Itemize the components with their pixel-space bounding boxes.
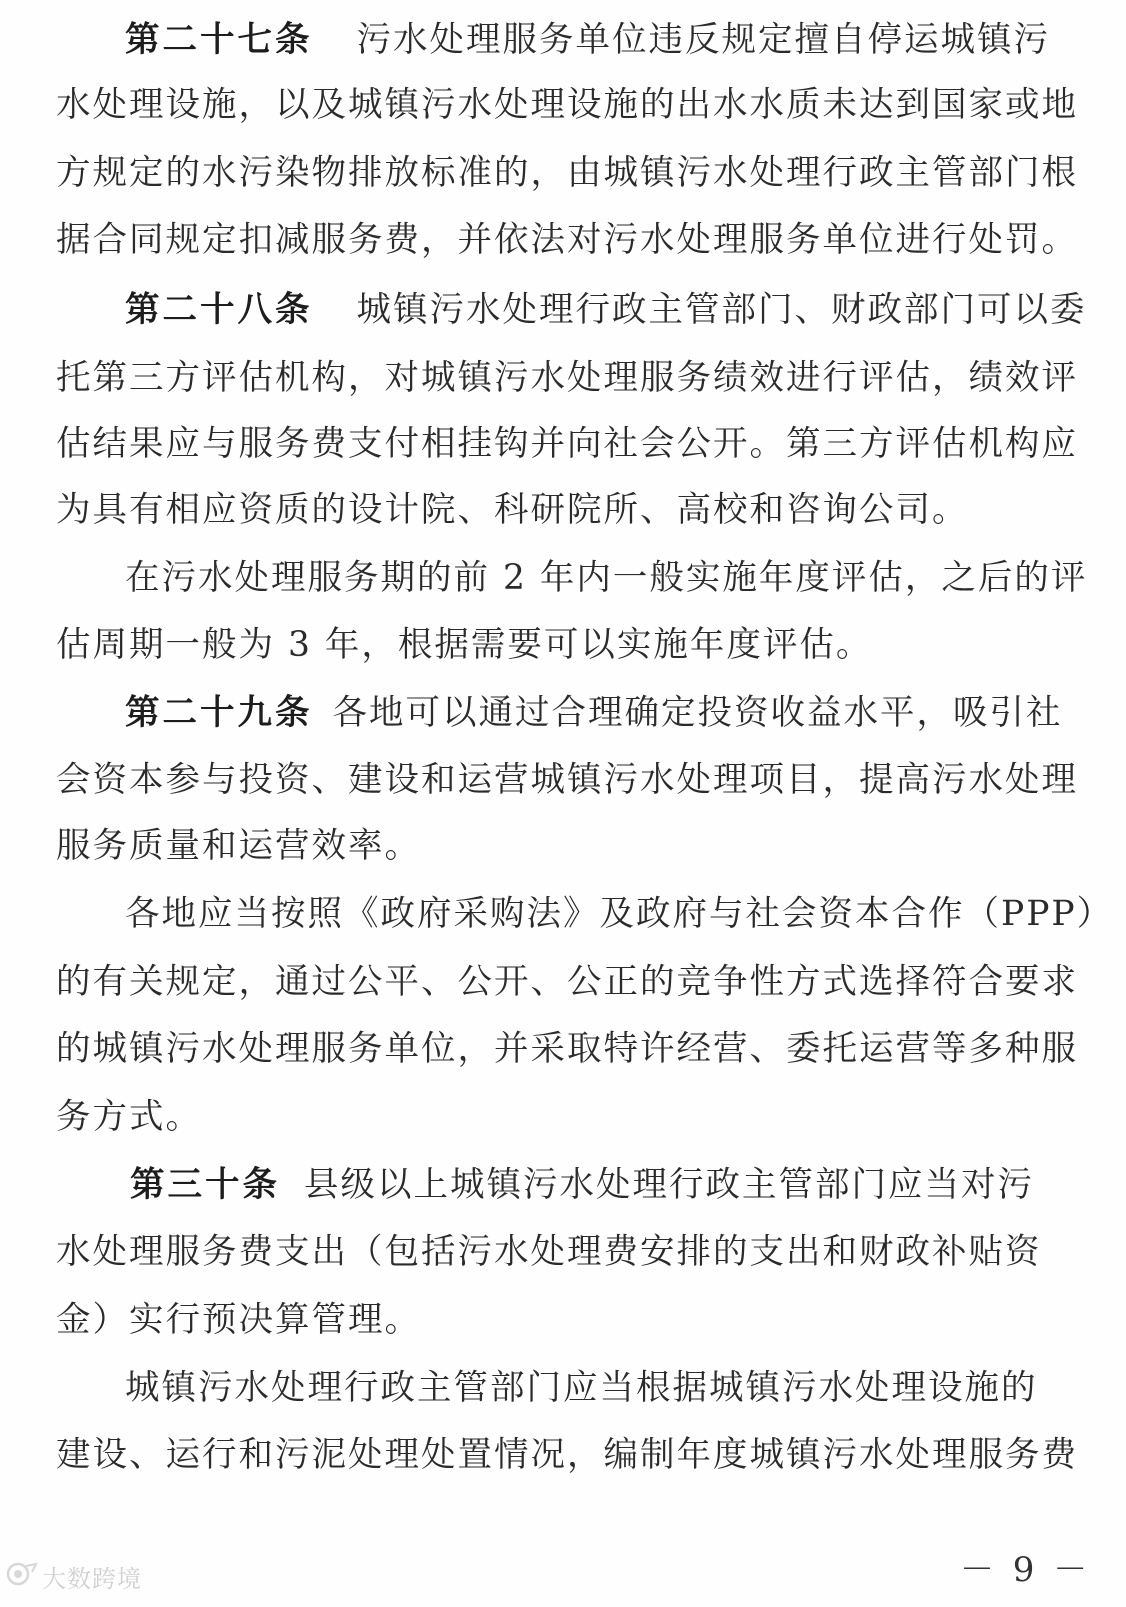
article-28-para-2-line-2: 估周期一般为 3 年，根据需要可以实施年度评估。 — [56, 625, 873, 665]
article-30-line-3: 金）实行预决算管理。 — [56, 1300, 421, 1340]
article-27-line-4: 据合同规定扣减服务费，并依法对污水处理服务单位进行处罚。 — [56, 220, 1078, 260]
article-29-para-2-line-3: 的城镇污水处理服务单位，并采取特许经营、委托运营等多种服 — [56, 1029, 1078, 1069]
article-29-para-2-line-2: 的有关规定，通过公平、公开、公正的竞争性方式选择符合要求 — [56, 962, 1078, 1002]
article-29-para-2-line-1: 各地应当按照《政府采购法》及政府与社会资本合作（PPP） — [125, 894, 1114, 934]
article-28-line-3: 估结果应与服务费支付相挂钩并向社会公开。第三方评估机构应 — [56, 424, 1078, 464]
article-30-line-1: 第三十条 县级以上城镇污水处理行政主管部门应当对污 — [130, 1165, 1034, 1205]
article-27-line-1: 第二十七条 污水处理服务单位违反规定擅自停运城镇污 — [125, 20, 1050, 60]
article-27-title: 第二十七条 — [125, 20, 313, 60]
article-29-line-1: 第二十九条 各地可以通过合理确定投资收益水平，吸引社 — [125, 693, 1063, 733]
article-28-line-4: 为具有相应资质的设计院、科研院所、高校和咨询公司。 — [56, 490, 969, 530]
article-29-line-2: 会资本参与投资、建设和运营城镇污水处理项目，提高污水处理 — [56, 760, 1078, 800]
article-30-para-2-line-1: 城镇污水处理行政主管部门应当根据城镇污水处理设施的 — [125, 1368, 1038, 1408]
article-27-line-3: 方规定的水污染物排放标准的，由城镇污水处理行政主管部门根 — [56, 153, 1078, 193]
article-28-line-1: 第二十八条 城镇污水处理行政主管部门、财政部门可以委 — [125, 290, 1087, 330]
article-30-line-2: 水处理服务费支出（包括污水处理费安排的支出和财政补贴资 — [56, 1232, 1042, 1272]
article-28-line-2: 托第三方评估机构，对城镇污水处理服务绩效进行评估，绩效评 — [56, 358, 1078, 398]
article-29-title: 第二十九条 — [125, 693, 313, 733]
article-27-line-2: 水处理设施，以及城镇污水处理设施的出水水质未达到国家或地 — [56, 85, 1078, 125]
article-28-title: 第二十八条 — [125, 290, 313, 330]
watermark-text: 大数跨境 — [42, 1564, 142, 1593]
article-29-para-2-line-4: 务方式。 — [56, 1097, 202, 1137]
watermark — [4, 1556, 142, 1596]
article-28-para-2-line-1: 在污水处理服务期的前 2 年内一般实施年度评估，之后的评 — [125, 558, 1088, 598]
article-29-line-3: 服务质量和运营效率。 — [56, 826, 421, 866]
page-number: － 9 － — [960, 1550, 1092, 1590]
article-30-title: 第三十条 — [130, 1165, 280, 1205]
article-30-para-2-line-2: 建设、运行和污泥处理处置情况，编制年度城镇污水处理服务费 — [56, 1435, 1078, 1475]
watermark-logo-icon — [4, 1560, 38, 1592]
